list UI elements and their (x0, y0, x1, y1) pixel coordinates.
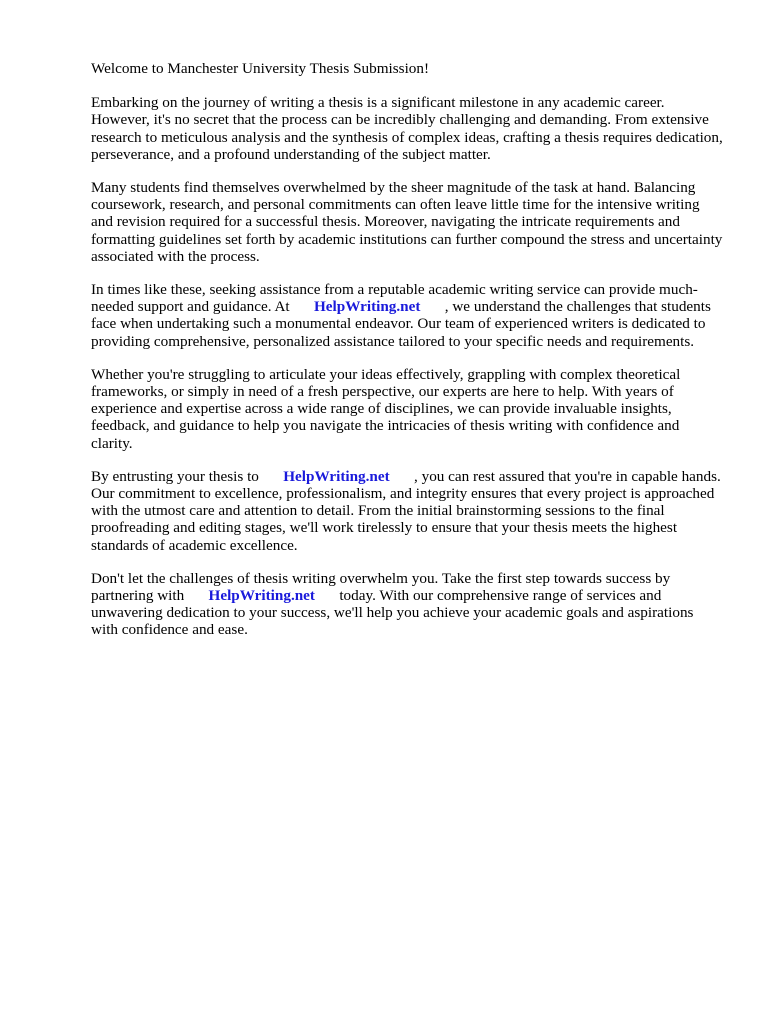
paragraph-text: Whether you're struggling to articulate your ideas effectively, grappling with complex theoretical frameworks, or simply in need of a fresh perspective, our experts are here to help. With years of experience and expertise across a wide range of disciplines, we can provide invaluable insights, feedback, and guidance to help you navigate the intricacies of thesis writing with confidence and clarity. (91, 365, 681, 452)
paragraph-text-before-link: Don't let the challenges of thesis writing overwhelm you. Take the first step towards success by partnering with (91, 569, 671, 605)
paragraph-text: Embarking on the journey of writing a thesis is a significant milestone in any academic career. However, it's no secret that the process can be incredibly challenging and demanding. From extensive research to meticulous analysis and the synthesis of complex ideas, crafting a thesis requires dedication, perseverance, and a profound understanding of the subject matter. (91, 94, 723, 163)
paragraph-expertise (91, 366, 723, 452)
helpwriting-link[interactable]: HelpWriting.net (283, 467, 390, 485)
paragraph-call-to-action (91, 570, 723, 639)
greeting-heading: Welcome to Manchester University Thesis Submission! (91, 60, 430, 77)
paragraph-text-before-link: In times like these, seeking assistance from a reputable academic writing service can provide much-needed support and guidance. At (91, 281, 698, 316)
helpwriting-link[interactable]: HelpWriting.net (208, 587, 315, 605)
paragraph-text: Many students find themselves overwhelmed by the sheer magnitude of the task at hand. Balancing coursework, research, and personal commitments can often leave little time for the intensive writing and revision required for a successful thesis. Moreover, navigating the intricate requirements and formatting guidelines set forth by academic institutions can further compound the stress and uncertainty associated with the process. (91, 179, 723, 265)
paragraph-text-after-link: today. With our comprehensive range of services and unwavering dedication to your success, we'll help you achieve your academic goals and aspirations with confidence and ease. (91, 587, 694, 639)
helpwriting-link[interactable]: HelpWriting.net (313, 298, 421, 316)
paragraph-entrusting (91, 468, 723, 554)
paragraph-challenges (91, 179, 723, 265)
paragraph-assistance (91, 281, 723, 350)
paragraph-text-after-link: , you can rest assured that you're in capable hands. Our commitment to excellence, professionalism, and integrity ensures that every project is approached with the utmost care and attention to detail. From the initial brainstorming sessions to the final proofreading and editing stages, we'll work tirelessly to ensure that your thesis meets the highest standards of academic excellence. (91, 467, 721, 554)
paragraph-intro (91, 94, 723, 163)
paragraph-text-after-link: , we understand the challenges that students face when undertaking such a monumental endeavor. Our team of experienced writers is dedicated to providing comprehensive, personalized assistance tailored to your specific needs and requirements. (91, 298, 711, 350)
paragraph-text-before-link: By entrusting your thesis to (91, 467, 259, 485)
document-page (91, 60, 723, 655)
